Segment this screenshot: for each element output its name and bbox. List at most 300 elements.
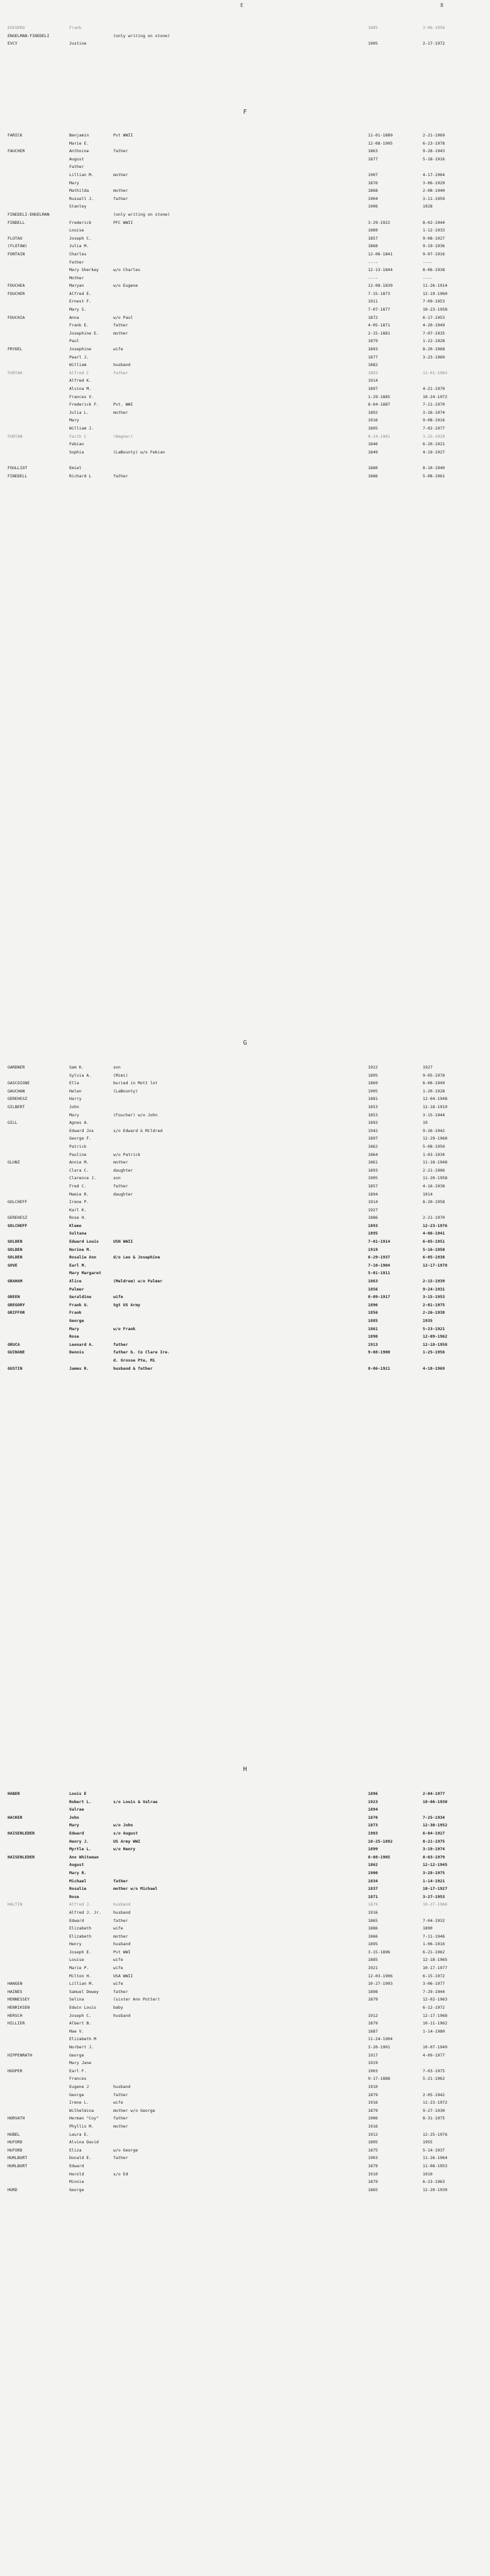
surname-cell: FINDELL [8, 219, 25, 225]
birth-date-cell: 1868 [368, 188, 378, 194]
birth-date-cell: 1877 [368, 354, 378, 360]
first-name-cell: Sultana [69, 1231, 87, 1236]
burial-row [0, 131, 490, 140]
first-name-cell: Albert B. [69, 2021, 92, 2026]
burial-row [0, 1182, 490, 1191]
surname-cell: EGESKRO [8, 25, 25, 30]
first-name-cell: Joseph E. [69, 1949, 92, 1955]
relation-cell: father [113, 1989, 128, 1994]
burial-row [0, 1087, 490, 1096]
first-name-cell: Henry J. [69, 1838, 89, 1844]
burial-row [0, 1222, 490, 1230]
burial-row [0, 1238, 490, 1246]
surname-cell: GOLDEN [8, 1246, 23, 1252]
surname-cell: HURLBURT [8, 2163, 28, 2168]
first-name-cell: Frank [69, 25, 82, 30]
death-date-cell: 12-02-1963 [423, 1997, 448, 2002]
death-date-cell: 3-15-1944 [423, 1112, 445, 1118]
first-name-cell: John [69, 1814, 79, 1820]
burial-row [0, 1167, 490, 1175]
birth-date-cell: 1904 [368, 196, 378, 201]
birth-date-cell: 1862 [368, 1862, 378, 1868]
first-name-cell: Rose [69, 1894, 79, 1899]
birth-date-cell: 1865 [368, 1918, 378, 1923]
death-date-cell: 1928 [423, 204, 433, 209]
first-name-cell: Phyllis M. [69, 2123, 94, 2129]
first-name-cell: Elizabeth [69, 1926, 92, 1931]
surname-cell: HIPPENRATH [8, 2052, 33, 2058]
birth-date-cell: 4-05-1871 [368, 323, 391, 328]
section-rows [0, 24, 490, 48]
relation-cell: USN WWII [113, 1239, 133, 1245]
first-name-cell: Anthoine [69, 148, 89, 154]
first-name-cell: Mathilda [69, 188, 89, 194]
burial-row [0, 2154, 490, 2162]
burial-row [0, 330, 490, 338]
birth-date-cell: 1873 [368, 1823, 378, 1828]
relation-cell: PFC WWII [113, 219, 133, 225]
death-date-cell: 10-06-1930 [423, 1799, 448, 1804]
burial-row [0, 1972, 490, 1980]
burial-row [0, 1909, 490, 1917]
birth-date-cell: 1879 [368, 338, 378, 344]
first-name-cell: Alvina David [69, 2140, 99, 2145]
birth-date-cell: 1911 [368, 299, 378, 304]
birth-date-cell: 1877 [368, 156, 378, 162]
first-name-cell: Joseph C. [69, 2012, 92, 2018]
burial-row [0, 1135, 490, 1143]
surname-cell: ENGELMAN-FINEDELI [8, 33, 50, 38]
first-name-cell: Karl K. [69, 1207, 87, 1213]
death-date-cell: 2-08-1940 [423, 188, 445, 194]
first-name-cell: Eugene J [69, 2084, 89, 2089]
birth-date-cell: 1905 [368, 1088, 378, 1094]
burial-row [0, 1206, 490, 1214]
first-name-cell: Maryan [69, 283, 84, 289]
first-name-cell: Joseph C. [69, 235, 92, 241]
burial-row [0, 2186, 490, 2194]
burial-row [0, 1885, 490, 1893]
surname-cell: GRIFFOR [8, 1310, 25, 1316]
burial-row [0, 1158, 490, 1167]
first-name-cell: Edward Louis [69, 1239, 99, 1245]
burial-row [0, 250, 490, 258]
burial-row [0, 2067, 490, 2075]
death-date-cell: 1-14-1980 [423, 2028, 445, 2034]
first-name-cell: Edward [69, 2163, 84, 2168]
death-date-cell: 11-08-1953 [423, 2163, 448, 2168]
first-name-cell: Harry [69, 1096, 82, 1102]
death-date-cell: 11-26-1964 [423, 2155, 448, 2161]
first-name-cell: James R. [69, 1365, 89, 1371]
death-date-cell: 3-23-1960 [423, 354, 445, 360]
death-date-cell: 3-15-1953 [423, 1294, 445, 1300]
birth-date-cell: 1914 [368, 1199, 378, 1205]
first-name-cell: Rose H. [69, 1215, 87, 1221]
first-name-cell: Samuel Dewey [69, 1989, 99, 1994]
relation-cell: s/o Ed [113, 2171, 128, 2177]
first-name-cell: Benjamin [69, 133, 89, 138]
death-date-cell: 1-14-1921 [423, 1878, 445, 1884]
first-name-cell: Norine M. [69, 1246, 92, 1252]
first-name-cell: George [69, 2052, 84, 2058]
burial-row [0, 1309, 490, 1317]
first-name-cell: Irene L. [69, 2100, 89, 2106]
burial-row [0, 1877, 490, 1885]
burial-row [0, 297, 490, 306]
death-date-cell: 3-25-1929 [423, 433, 445, 439]
birth-date-cell: 1869 [368, 1080, 378, 1086]
burial-row [0, 274, 490, 282]
burial-row [0, 32, 490, 40]
relation-cell: (Foucher) w/o John [113, 1112, 158, 1118]
first-name-cell: Lillian M. [69, 1981, 94, 1987]
death-date-cell: 12-20-1930 [423, 2187, 448, 2192]
page-number: 8 [440, 3, 443, 8]
death-date-cell: 2-21-1970 [423, 1215, 445, 1221]
birth-date-cell: 1886 [368, 1215, 378, 1221]
surname-cell: HACKER [8, 1814, 23, 1820]
relation-cell: mother [113, 188, 128, 194]
burial-row [0, 385, 490, 393]
first-name-cell: Sophia [69, 449, 84, 455]
first-name-cell: Earl F. [69, 2068, 87, 2074]
surname-cell: HAINES [8, 1989, 23, 1994]
relation-cell: father [113, 1918, 128, 1923]
relation-cell: father b. Co Clare Ire. [113, 1350, 170, 1355]
surname-cell: GOLDEN [8, 1255, 23, 1260]
death-date-cell: 7-07-1935 [423, 330, 445, 336]
surname-cell: FLOTAU [8, 235, 23, 241]
surname-cell: GOLCHEFF [8, 1199, 28, 1205]
death-date-cell: 5-18-1916 [423, 156, 445, 162]
surname-cell: HAISENLEDER [8, 1830, 35, 1836]
death-date-cell: 5-21-1962 [423, 2076, 445, 2082]
death-date-cell: 9-26-1942 [423, 1128, 445, 1133]
death-date-cell: 3-11-1959 [423, 196, 445, 201]
surname-cell: GREGORY [8, 1302, 25, 1307]
burial-row [0, 2004, 490, 2012]
burial-row [0, 401, 490, 409]
relation-cell: husband & father [113, 1365, 153, 1371]
first-name-cell: Myrtle L. [69, 1846, 92, 1852]
burial-row [0, 393, 490, 401]
burial-row [0, 2091, 490, 2099]
death-date-cell: 6-06-1949 [423, 1080, 445, 1086]
burial-row [0, 1348, 490, 1357]
burial-row [0, 1277, 490, 1285]
death-date-cell: 10-07-1949 [423, 2045, 448, 2050]
burial-row [0, 1151, 490, 1159]
first-name-cell: Justine [69, 41, 87, 47]
burial-row [0, 1956, 490, 1964]
death-date-cell: 8-02-1944 [423, 219, 445, 225]
burial-row [0, 2170, 490, 2179]
first-name-cell: Henry [69, 1941, 82, 1947]
birth-date-cell: 1896 [368, 1791, 378, 1796]
birth-date-cell: 1871 [368, 1894, 378, 1899]
section-rows [0, 1063, 490, 1372]
birth-date-cell: 1894 [368, 1191, 378, 1197]
death-date-cell: 1927 [423, 1065, 433, 1070]
first-name-cell: August [69, 156, 84, 162]
relation-cell: s/o Edward & Mildred [113, 1128, 163, 1133]
first-name-cell: Frederick F. [69, 402, 99, 408]
surname-cell: HUFORD [8, 2147, 23, 2153]
birth-date-cell: 10-27-1903 [368, 1981, 393, 1987]
birth-date-cell: 1881 [368, 1096, 378, 1102]
birth-date-cell: 9-17-1888 [368, 2076, 391, 2082]
relation-cell: (only writing on stone) [113, 33, 170, 38]
burial-row [0, 219, 490, 227]
birth-date-cell: 1880 [368, 465, 378, 470]
relation-cell: w/o Paul [113, 314, 133, 320]
birth-date-cell: 1863 [368, 1279, 378, 1284]
burial-row [0, 1838, 490, 1846]
birth-date-cell: 1853 [368, 1112, 378, 1118]
birth-date-cell: 1885 [368, 25, 378, 30]
relation-cell: w/o John [113, 1823, 133, 1828]
relation-cell: w/o Eugene [113, 283, 138, 289]
birth-date-cell: 1865 [368, 2187, 378, 2192]
burial-row [0, 1917, 490, 1925]
surname-cell: FURTAN [8, 433, 23, 439]
birth-date-cell: 1879 [368, 2021, 378, 2026]
birth-date-cell: 1892 [368, 409, 378, 415]
surname-cell: FOUCHEA [8, 283, 25, 289]
death-date-cell: 7-11-1946 [423, 1933, 445, 1939]
first-name-cell: Mary R. [69, 1870, 87, 1875]
birth-date-cell: 1849 [368, 449, 378, 455]
birth-date-cell: 1895 [368, 1231, 378, 1236]
first-name-cell: George [69, 2092, 84, 2097]
death-date-cell: 11-23-1972 [423, 2100, 448, 2106]
birth-date-cell: 1923 [368, 1799, 378, 1804]
relation-cell: mother [113, 172, 128, 177]
death-date-cell: 10-27-1966 [423, 1902, 448, 1907]
death-date-cell: 12-18-1958 [423, 1341, 448, 1347]
death-date-cell: 8-10-1940 [423, 465, 445, 470]
relation-cell: s/o Louis & Valrae [113, 1799, 158, 1804]
first-name-cell: Rose [69, 1334, 79, 1340]
surname-cell: GEREHESZ [8, 1096, 28, 1102]
burial-row [0, 1262, 490, 1270]
first-name-cell: Ella [69, 1080, 79, 1086]
birth-date-cell: 12-08-1839 [368, 283, 393, 289]
first-name-cell: Stanley [69, 204, 87, 209]
burial-row [0, 1964, 490, 1972]
burial-row [0, 1191, 490, 1199]
first-name-cell: Sylvia A. [69, 1072, 92, 1078]
relation-cell: USA WWII [113, 1973, 133, 1979]
birth-date-cell: 1893 [368, 1223, 378, 1228]
relation-cell: father [113, 1341, 128, 1347]
burial-row [0, 1111, 490, 1119]
surname-cell: FOUCHIA [8, 314, 25, 320]
death-date-cell: 7-02-1977 [423, 425, 445, 431]
first-name-cell: Alfred C [69, 370, 89, 375]
first-name-cell: Marie P. [69, 1965, 89, 1971]
first-name-cell: Mamie R. [69, 1191, 89, 1197]
first-name-cell: Robert L. [69, 1799, 92, 1804]
death-date-cell: 6-21-1962 [423, 1949, 445, 1955]
birth-date-cell: 1912 [368, 2131, 378, 2137]
death-date-cell: 8-31-1975 [423, 2116, 445, 2121]
birth-date-cell: 1895 [368, 1072, 378, 1078]
first-name-cell: Mother [69, 275, 84, 280]
death-date-cell: 12-17-1978 [423, 1262, 448, 1268]
first-name-cell: Geraldine [69, 1294, 92, 1300]
burial-row [0, 1246, 490, 1254]
death-date-cell: 7-03-1975 [423, 2068, 445, 2074]
birth-date-cell: 7-15-1873 [368, 291, 391, 296]
death-date-cell: 4-21-1970 [423, 386, 445, 391]
birth-date-cell: 1916 [368, 418, 378, 423]
first-name-cell: Josephine [69, 347, 92, 352]
first-name-cell: Mary S. [69, 307, 87, 313]
death-date-cell: 1-03-1934 [423, 1152, 445, 1157]
birth-date-cell: 8-06-1921 [368, 1365, 391, 1371]
relation-cell: Pvt WWI [113, 1949, 131, 1955]
birth-date-cell: 1896 [368, 1302, 378, 1307]
relation-cell: (LaBounty) w/o Febian [113, 449, 165, 455]
birth-date-cell: 8-08-1905 [368, 1854, 391, 1860]
birth-date-cell: 3-15-1896 [368, 1949, 391, 1955]
first-name-cell: Dennis [69, 1350, 84, 1355]
birth-date-cell: 1914 [368, 378, 378, 384]
death-date-cell: 4-06-1941 [423, 1231, 445, 1236]
death-date-cell: 6-20-1921 [423, 441, 445, 447]
burial-row [0, 1988, 490, 1996]
section-letter: G [243, 1040, 247, 1046]
relation-cell: husband [113, 1941, 131, 1947]
surname-cell: GOLCHEFF [8, 1223, 28, 1228]
first-name-cell: Herman "Coy" [69, 2116, 99, 2121]
surname-cell: HENNESSEY [8, 1997, 30, 2002]
death-date-cell: 19 [423, 1120, 428, 1126]
relation-cell: s/o August [113, 1830, 138, 1836]
first-name-cell: Mary [69, 180, 79, 186]
surname-cell: GUSTIN [8, 1365, 23, 1371]
birth-date-cell: 12-13-1844 [368, 267, 393, 273]
relation-cell: Pvt WWII [113, 133, 133, 138]
birth-date-cell: 1903 [368, 2068, 378, 2074]
burial-row [0, 171, 490, 179]
relation-cell: w/o Patrick [113, 1152, 141, 1157]
death-date-cell: 12-25-1976 [423, 2131, 448, 2137]
burial-row [0, 1269, 490, 1277]
relation-cell: mother [113, 409, 128, 415]
relation-cell: father [113, 1183, 128, 1189]
relation-cell: father [113, 370, 128, 375]
burial-row [0, 425, 490, 433]
death-date-cell: 6-23-1963 [423, 2179, 445, 2185]
death-date-cell: 7-25-1934 [423, 1814, 445, 1820]
death-date-cell: 11-18-1948 [423, 1160, 448, 1165]
relation-cell: father [113, 2092, 128, 2097]
relation-cell: (LaBounty) [113, 1088, 138, 1094]
birth-date-cell: 8-04-1887 [368, 402, 391, 408]
first-name-cell: Emiel [69, 465, 82, 470]
first-name-cell: George F. [69, 1136, 92, 1141]
relation-cell: wife [113, 1957, 123, 1963]
death-date-cell: 3-26-1974 [423, 409, 445, 415]
relation-cell: d/o Leo & Josephine [113, 1255, 160, 1260]
section-rows [0, 131, 490, 480]
burial-row [0, 1829, 490, 1838]
death-date-cell: 9-27-1930 [423, 2107, 445, 2113]
birth-date-cell: 1856 [368, 1310, 378, 1316]
first-name-cell: Fred C. [69, 1183, 87, 1189]
surname-cell: HUBEL [8, 2131, 20, 2137]
birth-date-cell: 1927 [368, 1207, 378, 1213]
birth-date-cell: 1912 [368, 2012, 378, 2018]
death-date-cell: 1-25-1956 [423, 1350, 445, 1355]
first-name-cell: Marie E. [69, 140, 89, 146]
death-date-cell: 6-23-1978 [423, 140, 445, 146]
death-date-cell: 10-17-1927 [423, 1886, 448, 1892]
burial-row [0, 314, 490, 322]
surname-cell: GASCOIGNE [8, 1080, 30, 1086]
death-date-cell: 3-27-1953 [423, 1894, 445, 1899]
death-date-cell: 9-08-1927 [423, 235, 445, 241]
first-name-cell: Michael [69, 1878, 87, 1884]
birth-date-cell: 1913 [368, 1341, 378, 1347]
first-name-cell: Clarence J. [69, 1175, 97, 1181]
birth-date-cell: 1899 [368, 1846, 378, 1852]
birth-date-cell: 1895 [368, 425, 378, 431]
burial-row [0, 361, 490, 369]
first-name-cell: Alvina M. [69, 386, 92, 391]
burial-row [0, 235, 490, 243]
death-date-cell: 1935 [423, 1318, 433, 1323]
first-name-cell: Annie M. [69, 1160, 89, 1165]
burial-row [0, 1869, 490, 1877]
first-name-cell: Mary Sherkey [69, 267, 99, 273]
relation-cell: (Wagner) [113, 433, 133, 439]
birth-date-cell: 1942 [368, 1128, 378, 1133]
death-date-cell: 12-30-1952 [423, 1823, 448, 1828]
death-date-cell: 9-28-1943 [423, 148, 445, 154]
death-date-cell: 2-26-1938 [423, 1310, 445, 1316]
birth-date-cell: 1890 [368, 1334, 378, 1340]
burial-row [0, 337, 490, 345]
birth-date-cell: 1895 [368, 1941, 378, 1947]
burial-row [0, 2075, 490, 2083]
first-name-cell: Father [69, 259, 84, 265]
first-name-cell: Frances V. [69, 394, 94, 399]
birth-date-cell: 1897 [368, 386, 378, 391]
burial-row [0, 440, 490, 448]
birth-date-cell: 1898 [368, 1989, 378, 1994]
birth-date-cell: 1894 [368, 1807, 378, 1813]
burial-row [0, 464, 490, 472]
birth-date-cell: ---- [368, 259, 378, 265]
first-name-cell: Rosalie Ann [69, 1255, 97, 1260]
first-name-cell: Klemo [69, 1223, 82, 1228]
first-name-cell: Edward Jos [69, 1128, 94, 1133]
burial-row [0, 1214, 490, 1222]
relation-cell: US Army WWI [113, 1838, 141, 1844]
burial-row [0, 2012, 490, 2020]
death-date-cell: 5-08-1950 [423, 1143, 445, 1149]
surname-cell: FURTAH [8, 370, 23, 375]
relation-cell: mother [113, 1933, 128, 1939]
surname-cell: GUINANE [8, 1350, 25, 1355]
burial-row [0, 1072, 490, 1080]
relation-cell: (Mimi) [113, 1072, 128, 1078]
birth-date-cell: 1868 [368, 243, 378, 249]
